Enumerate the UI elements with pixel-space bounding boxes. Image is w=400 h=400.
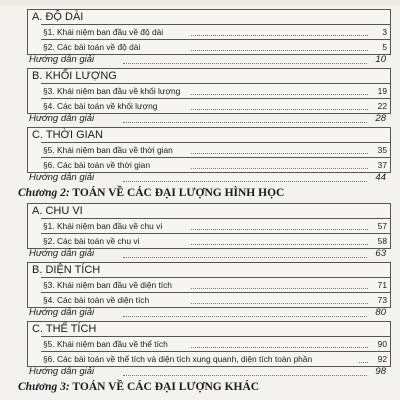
leader-dots <box>191 244 368 245</box>
guide-page: 80 <box>375 307 386 318</box>
guide-page: 28 <box>375 113 386 124</box>
section-thoi-gian <box>27 127 391 173</box>
toc-entry[interactable] <box>41 142 390 157</box>
section-heading: C. THỜI GIAN <box>32 129 103 141</box>
toc-entry-title: §4. Các bài toán về diện tích <box>43 295 150 305</box>
toc-entry-title: §6. Các bài toán về thời gian <box>43 160 150 170</box>
toc-entry[interactable] <box>41 24 390 39</box>
leader-dots <box>191 229 368 230</box>
toc-entry-title: §3. Khái niệm ban đầu về khối lượng <box>43 86 181 96</box>
chapter-label: Chương 2: <box>18 187 70 199</box>
toc-entry-page: 92 <box>377 354 387 364</box>
chapter-title: TOÁN VỀ CÁC ĐẠI LƯỢNG HÌNH HỌC <box>72 187 285 199</box>
toc-entry-page: 37 <box>377 160 387 170</box>
toc-entry-page: 3 <box>382 27 387 37</box>
section-heading: A. CHU VI <box>32 205 83 217</box>
section-chu-vi <box>27 203 391 249</box>
leader-dots <box>191 303 368 304</box>
leader-dots <box>191 347 368 348</box>
toc-entry-title: §6. Các bài toán về thể tích và diện tích xung quanh, diện tích toàn phần <box>43 354 313 364</box>
guide-page: 63 <box>375 248 386 259</box>
leader-dots <box>359 362 368 363</box>
guide-entry[interactable] <box>27 111 389 126</box>
guide-title: Hướng dẫn giải <box>29 54 95 65</box>
section-dien-tich <box>27 262 391 308</box>
toc-entry-page: 90 <box>377 339 387 349</box>
toc-entry-title: §3. Khái niệm ban đầu về diện tích <box>43 280 172 290</box>
leader-dots <box>191 50 368 51</box>
chapter-label: Chương 3: <box>18 381 70 393</box>
leader-dots <box>123 257 367 258</box>
leader-dots <box>123 181 367 182</box>
section-heading: B. DIỆN TÍCH <box>32 264 101 276</box>
section-heading: B. KHỐI LƯỢNG <box>32 70 117 82</box>
guide-title: Hướng dẫn giải <box>29 172 95 183</box>
guide-entry[interactable] <box>27 170 389 185</box>
toc-entry-page: 19 <box>377 86 387 96</box>
leader-dots <box>123 63 367 64</box>
toc-entry-title: §5. Khái niệm ban đầu về thời gian <box>43 145 173 155</box>
leader-dots <box>191 288 368 289</box>
section-khoi-luong <box>27 68 391 114</box>
toc-entry[interactable] <box>41 218 390 233</box>
toc-entry-page: 35 <box>377 145 387 155</box>
guide-entry[interactable] <box>27 52 389 67</box>
toc-entry[interactable] <box>41 83 390 98</box>
guide-title: Hướng dẫn giải <box>29 307 95 318</box>
toc-entry[interactable] <box>41 277 390 292</box>
leader-dots <box>191 109 368 110</box>
guide-title: Hướng dẫn giải <box>29 113 95 124</box>
guide-title: Hướng dẫn giải <box>29 248 95 259</box>
toc-entry-title: §2. Các bài toán về chu vi <box>43 236 140 246</box>
cropped-chapter-1-heading <box>0 0 400 5</box>
leader-dots <box>191 168 368 169</box>
toc-entry-page: 5 <box>382 42 387 52</box>
toc-entry-title: §1. Khái niệm ban đầu về chu vi <box>43 221 163 231</box>
guide-entry[interactable] <box>27 305 389 320</box>
chapter-3-heading[interactable] <box>18 381 259 393</box>
section-do-dai <box>27 9 391 55</box>
toc-entry-page: 22 <box>377 101 387 111</box>
toc-entry-title: §2. Các bài toán về độ dài <box>43 42 141 52</box>
guide-page: 98 <box>375 366 386 377</box>
toc-entry-title: §1. Khái niệm ban đầu về độ dài <box>43 27 164 37</box>
leader-dots <box>191 153 368 154</box>
toc-entry-page: 58 <box>377 236 387 246</box>
chapter-title: TOÁN VỀ CÁC ĐẠI LƯỢNG KHÁC <box>72 381 260 393</box>
leader-dots <box>123 375 367 376</box>
section-heading: C. THỂ TÍCH <box>32 323 97 335</box>
guide-page: 44 <box>375 172 386 183</box>
leader-dots <box>123 122 367 123</box>
toc-entry[interactable] <box>41 336 390 351</box>
toc-entry-title: §5. Khái niệm ban đầu về thể tích <box>43 339 168 349</box>
chapter-2-heading[interactable] <box>18 187 284 199</box>
leader-dots <box>191 35 368 36</box>
toc-entry-page: 73 <box>377 295 387 305</box>
toc-entry-page: 71 <box>377 280 387 290</box>
toc-entry-title: §4. Các bài toán về khối lượng <box>43 101 158 111</box>
section-the-tich <box>27 321 391 367</box>
guide-title: Hướng dẫn giải <box>29 366 95 377</box>
guide-entry[interactable] <box>27 246 389 261</box>
guide-page: 10 <box>375 54 386 65</box>
guide-entry[interactable] <box>27 364 389 379</box>
leader-dots <box>123 316 367 317</box>
leader-dots <box>191 94 368 95</box>
section-heading: A. ĐỘ DÀI <box>32 11 84 23</box>
toc-entry-page: 57 <box>377 221 387 231</box>
